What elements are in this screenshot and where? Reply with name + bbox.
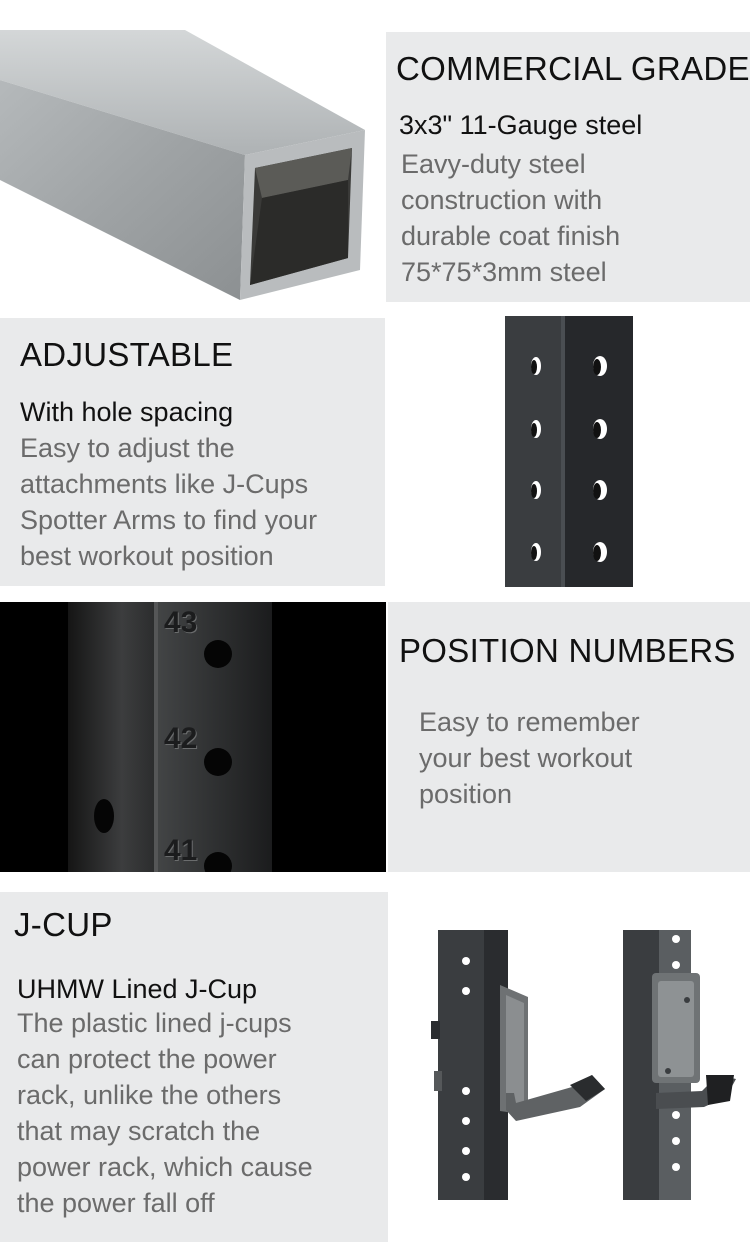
- j-cup-heading: J-CUP: [14, 906, 113, 943]
- description-line: Eavy-duty steel: [401, 149, 586, 179]
- description-line: power rack, which cause: [17, 1152, 313, 1182]
- position-numbers-heading: POSITION NUMBERS: [399, 632, 736, 669]
- description-line: durable coat finish: [401, 221, 621, 251]
- description-line: Easy to adjust the: [20, 433, 235, 463]
- j-cup-subheading: UHMW Lined J-Cup: [17, 974, 258, 1004]
- description-line: Easy to remember: [419, 707, 640, 737]
- commercial-grade-subheading: 3x3" 11-Gauge steel: [399, 110, 643, 140]
- description-line: rack, unlike the others: [17, 1080, 282, 1110]
- description-line: construction with: [401, 185, 603, 215]
- description-line: your best workout: [419, 743, 633, 773]
- description-line: Spotter Arms to find your: [20, 505, 318, 535]
- adjustable-description: [20, 430, 317, 574]
- description-line: best workout position: [20, 541, 274, 571]
- position-numbers-description: [419, 704, 640, 812]
- j-cup-description: [17, 1005, 313, 1221]
- description-line: The plastic lined j-cups: [17, 1008, 292, 1038]
- description-line: the power fall off: [17, 1188, 215, 1218]
- commercial-grade-heading: COMMERCIAL GRADE: [396, 50, 750, 87]
- upright-holes-image: [505, 316, 633, 587]
- description-line: attachments like J-Cups: [20, 469, 309, 499]
- j-cup-image: [420, 925, 750, 1210]
- description-line: that may scratch the: [17, 1116, 261, 1146]
- description-line: 75*75*3mm steel: [401, 257, 607, 287]
- position-number: 42: [164, 722, 198, 755]
- adjustable-subheading: With hole spacing: [20, 397, 234, 427]
- steel-tube-image: [0, 30, 370, 302]
- adjustable-heading: ADJUSTABLE: [20, 336, 234, 373]
- description-line: position: [419, 779, 513, 809]
- description-line: can protect the power: [17, 1044, 277, 1074]
- position-number: 43: [164, 606, 198, 639]
- commercial-grade-description: [401, 146, 620, 290]
- position-number: 41: [164, 834, 198, 867]
